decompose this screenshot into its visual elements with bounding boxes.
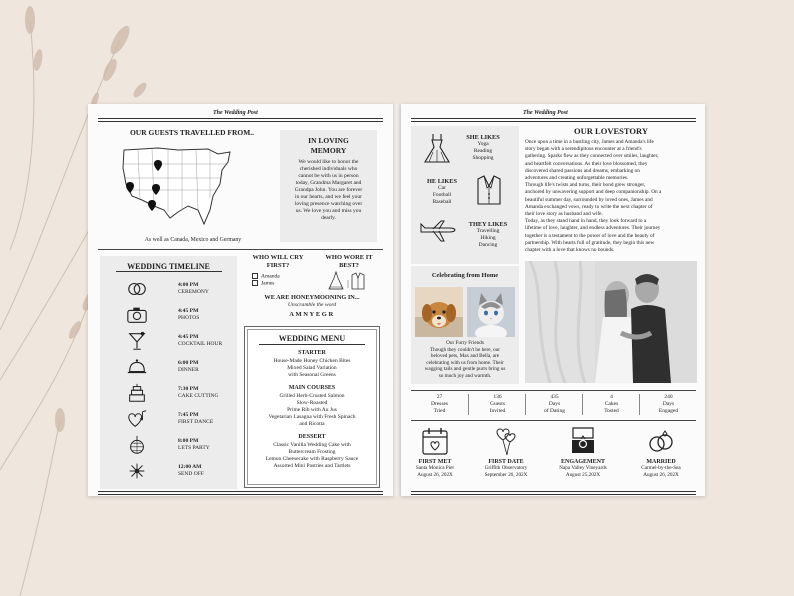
timeline-time: 6:00 PM xyxy=(178,360,199,366)
he-likes: HE LIKES Car Football Baseball xyxy=(427,178,457,205)
checkbox-icon[interactable] xyxy=(252,280,258,286)
dog-illustration xyxy=(415,287,463,337)
ring-box-icon xyxy=(569,424,597,456)
milestone-date: August 26, 202X xyxy=(417,471,453,478)
stat-number: 240 xyxy=(664,394,673,400)
footer-rule xyxy=(411,491,696,495)
milestone-date: September 26, 202X xyxy=(484,471,528,478)
timeline-title-rule xyxy=(116,271,222,272)
timeline-item xyxy=(178,282,209,295)
cake-icon xyxy=(126,382,148,404)
timeline-time: 7:45 PM xyxy=(178,412,199,418)
guests-caption: As well as Canada, Mexico and Germany xyxy=(144,237,242,243)
memory-text: We would like to honor the cherished individuals who cannot be with us in person today, Grandma Margaret and Grandpa John. You are forever in our hearts, and we feel your loving presence watching over us. We love you and miss you dearly. xyxy=(294,159,363,221)
timeline-time: 7:30 PM xyxy=(178,386,199,392)
timeline-item xyxy=(178,386,218,399)
stats-top-rule xyxy=(411,390,696,391)
timeline-item xyxy=(178,464,204,477)
menu-title-rule xyxy=(259,344,365,345)
milestone-title: ENGAGEMENT xyxy=(560,459,605,465)
pets-text: Our Furry Friends Though they couldn't be here, our beloved pets, Max and Bella, are celebrating with us from home. Their wagging tails and gentle purrs bring us so much joy and warmth. xyxy=(424,340,506,379)
honeymoon-title: WE ARE HONEYMOONING IN... xyxy=(264,294,360,301)
menu-dessert-title: DESSERT xyxy=(298,434,326,440)
stat-label: Days xyxy=(662,401,675,407)
section-rule xyxy=(98,249,383,250)
timeline-time: 8:00 PM xyxy=(178,438,199,444)
cry-options xyxy=(252,273,280,288)
timeline-time: 4:00 PM xyxy=(178,282,199,288)
left-page xyxy=(88,104,393,496)
timeline-event: CAKE CUTTING xyxy=(178,392,219,399)
stat-number: 136 xyxy=(493,394,502,400)
stat-label: Days xyxy=(548,401,561,407)
menu-starter-title: STARTER xyxy=(298,350,326,356)
milestone-place: Carmel-by-the-Sea xyxy=(641,465,681,472)
disco-icon xyxy=(126,434,148,456)
sparkler-icon xyxy=(126,460,148,482)
timeline-item xyxy=(178,308,199,321)
wore-question: WHO WORE IT BEST? xyxy=(325,254,373,269)
timeline-title: WEDDING TIMELINE xyxy=(127,262,210,271)
couple-illustration xyxy=(525,261,697,383)
couple-photo xyxy=(525,261,697,383)
stat-label: Dresses xyxy=(430,401,449,407)
timeline-item xyxy=(178,360,199,373)
stat-label: Cakes xyxy=(604,401,619,407)
booklet-spine xyxy=(393,104,401,496)
she-likes: SHE LIKES Yoga Reading Shopping xyxy=(466,134,500,161)
timeline-event: LETS PARTY xyxy=(178,444,210,451)
dress-and-suit-icon xyxy=(326,270,376,290)
timeline-time: 4:45 PM xyxy=(178,334,199,340)
milestone-place: Griffith Observatory xyxy=(484,465,528,472)
milestone-date: August 25,202X xyxy=(565,471,601,478)
lovestory-text: Once upon a time in a bustling city, James and Amanda's life story began with a serendipitous encounter at a friend's gathering. Sparks flew as they connected over smiles, laughter, and heartfelt conversations. As their love blossomed, they discovered shared passions and dreams, embarking on adventures and creating unforgettable memories. Through life's twists and turns, their bond grew stronger, anchored by unwavering support and deep companionship. On a beautiful summer day, surrounded by loved ones, James and Amanda exchanged vows, ready to write the next chapter of their love story as husband and wife. Today, as they stand hand in hand, they look forward to a lifetime of love, laughter, and endless adventures. Their journey together is a testament to the power of love and the beauty of partnership. With hearts full of gratitude, they begin this new chapter with a love that knows no bounds. xyxy=(525,139,662,254)
cloche-icon xyxy=(126,356,148,378)
timeline-time: 12:00 AM xyxy=(178,464,202,470)
checkbox-icon[interactable] xyxy=(252,273,258,279)
dress-icon xyxy=(423,132,451,164)
milestone-item xyxy=(544,459,622,478)
honeymoon-subtitle: Unscramble the word xyxy=(287,302,337,308)
milestone-place: Santa Monica Pier xyxy=(415,465,455,472)
cry-option-amanda[interactable]: Amanda xyxy=(252,273,280,280)
timeline-item xyxy=(178,438,210,451)
footer-rule xyxy=(98,491,383,495)
memory-title-1: IN LOVING xyxy=(308,136,349,145)
cry-option-james[interactable]: James xyxy=(252,280,280,287)
timeline-event: CEREMONY xyxy=(178,288,209,295)
stat-number: 435 xyxy=(550,394,559,400)
menu-main-title: MAIN COURSES xyxy=(288,385,336,391)
right-page xyxy=(401,104,705,496)
timeline-time: 4:45 PM xyxy=(178,308,199,314)
honeymoon-word: AMNYEGR xyxy=(289,311,335,318)
timeline-event: FIRST DANCE xyxy=(178,418,214,425)
menu-title: WEDDING MENU xyxy=(278,334,346,343)
timeline-item xyxy=(178,412,213,425)
stat-item xyxy=(411,394,468,415)
milestone-place: Napa Valley Vineyards xyxy=(559,465,607,472)
stat-label: Guests xyxy=(490,401,505,407)
calendar-heart-icon xyxy=(421,426,449,456)
milestone-item xyxy=(396,459,474,478)
milestone-date: August 26, 202X xyxy=(643,471,679,478)
milestone-title: FIRST DATE xyxy=(488,459,524,465)
stats-bottom-rule xyxy=(411,420,696,421)
airplane-icon xyxy=(419,220,457,244)
timeline-event: COCKTAIL HOUR xyxy=(178,340,223,347)
stat-item xyxy=(582,394,640,415)
dog-photo xyxy=(415,287,463,337)
they-like: THEY LIKES Travelling Hiking Dancing xyxy=(468,221,508,248)
timeline-event: SEND OFF xyxy=(178,470,204,477)
rings-icon xyxy=(126,278,148,300)
masthead: The Wedding Post xyxy=(523,110,568,116)
menu-box xyxy=(244,326,380,488)
milestone-title: MARRIED xyxy=(646,459,676,465)
stat-item xyxy=(468,394,526,415)
heart-balloons-icon xyxy=(493,424,519,456)
timeline-item xyxy=(178,334,222,347)
milestone-item xyxy=(467,459,545,478)
stat-label: Engaged xyxy=(658,408,679,414)
suit-jacket-icon xyxy=(475,174,503,206)
memory-box xyxy=(280,130,377,242)
timeline-event: DINNER xyxy=(178,366,199,373)
masthead: The Wedding Post xyxy=(213,110,258,116)
timeline-event: PHOTOS xyxy=(178,314,200,321)
stat-item xyxy=(525,394,583,415)
menu-starter-list: House-Made Honey Chicken Bites Mixed Salad Variation with Seasonal Greens xyxy=(273,358,351,378)
milestone-item xyxy=(622,459,700,478)
memory-title-2: MEMORY xyxy=(310,146,347,155)
stat-label: Tosted xyxy=(604,408,619,414)
stat-number: 4 xyxy=(610,394,613,400)
usa-map-icon xyxy=(118,140,238,230)
cry-question: WHO WILL CRY FIRST? xyxy=(252,254,304,269)
pets-title: Celebrating from Home xyxy=(431,272,499,279)
stat-label: of Dating xyxy=(544,408,565,414)
cat-illustration xyxy=(467,287,515,337)
camera-icon xyxy=(126,304,148,326)
heart-music-icon xyxy=(126,408,148,430)
cat-photo xyxy=(467,287,515,337)
stat-item xyxy=(639,394,697,415)
guests-title: OUR GUESTS TRAVELLED FROM.. xyxy=(129,128,255,137)
wedding-rings-icon xyxy=(647,424,675,456)
milestone-title: FIRST MET xyxy=(418,459,452,465)
timeline-box xyxy=(100,256,237,489)
cocktail-icon xyxy=(126,330,148,352)
menu-dessert-list: Classic Vanilla Wedding Cake with Buttercream Frosting Lemon Cheesecake with Raspberry Sauce Assorted Mini Pastries and Tartlets xyxy=(265,442,359,469)
stat-label: Tried xyxy=(433,408,446,414)
stat-number: 27 xyxy=(436,394,443,400)
lovestory-title: OUR LOVESTORY xyxy=(574,126,648,136)
header-rule xyxy=(98,118,383,122)
stat-label: Invited xyxy=(489,408,506,414)
header-rule xyxy=(411,118,696,122)
menu-main-list: Grilled Herb-Crusted Salmon Slow-Roasted Prime Rib with Au Jus Vegetarian Lasagna with Fresh Spinach and Ricotta xyxy=(268,393,356,427)
